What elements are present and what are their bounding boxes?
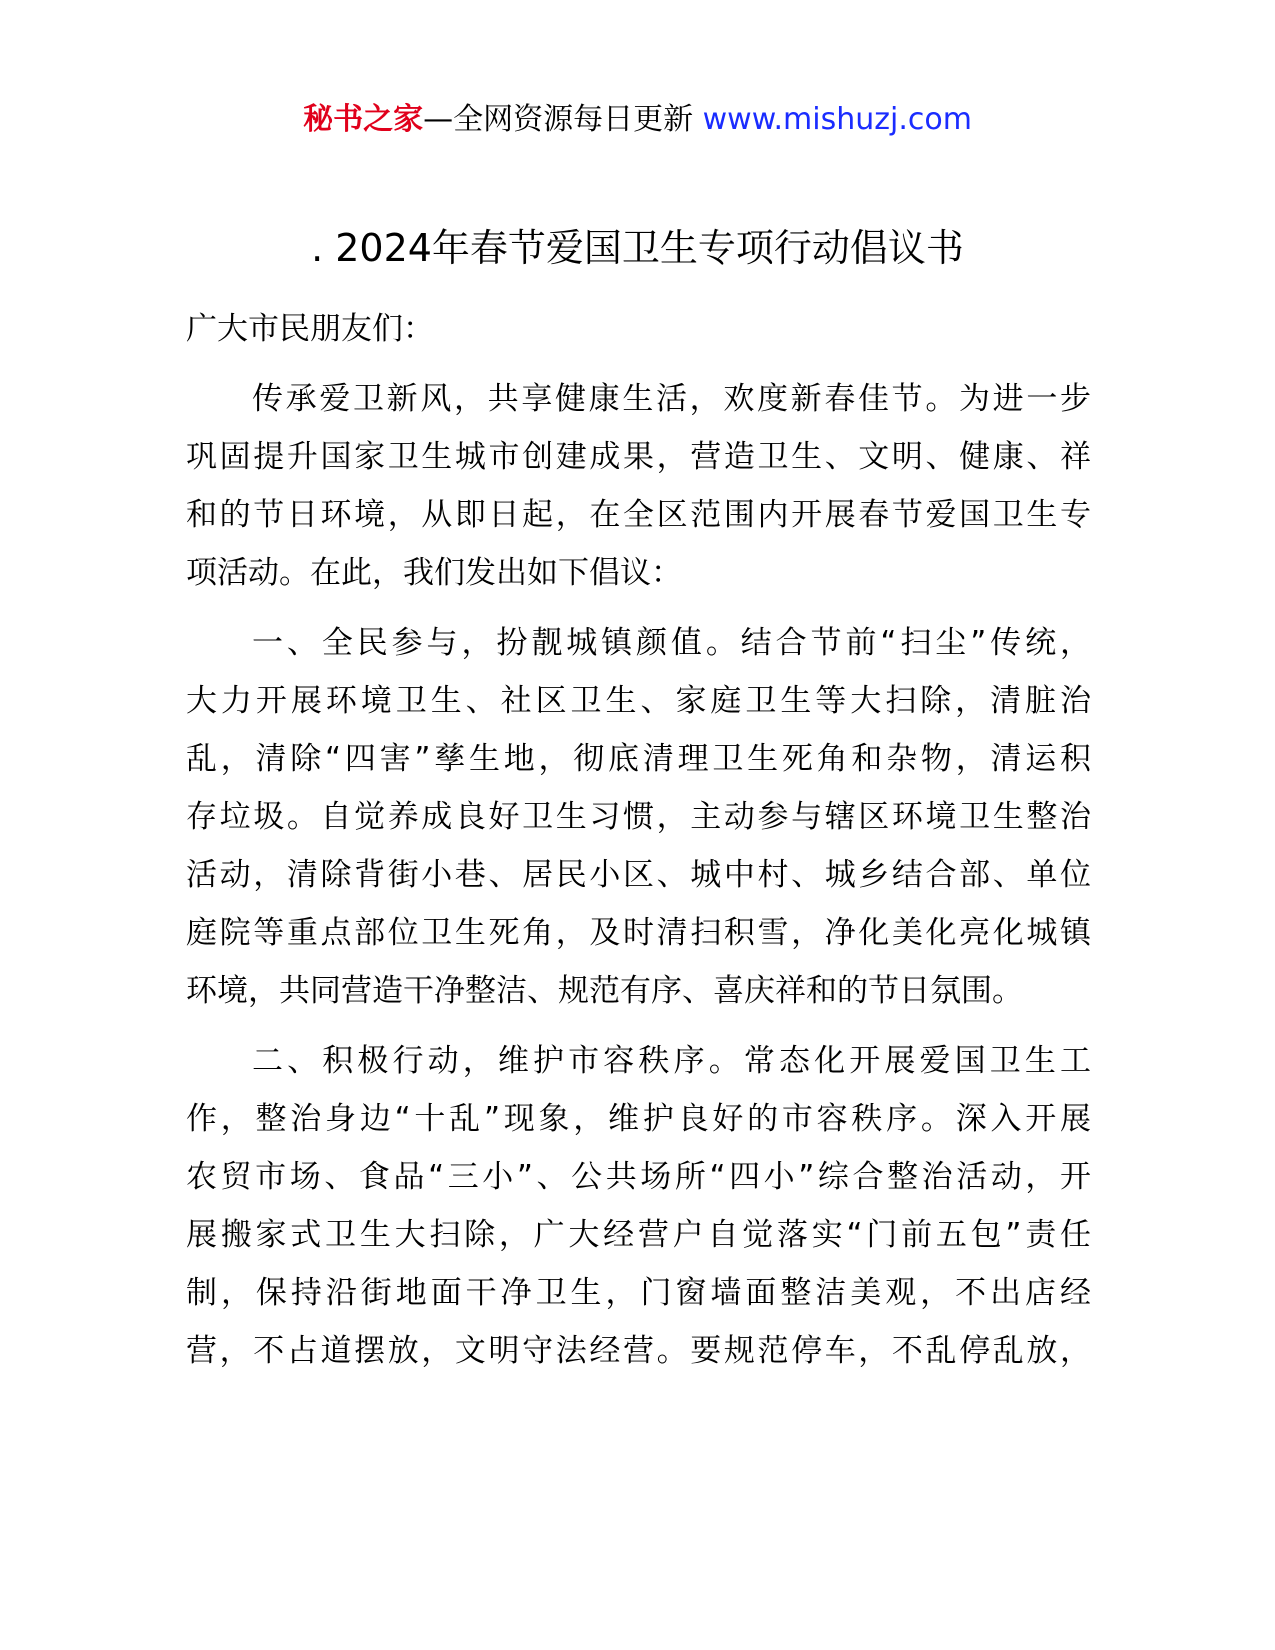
text-line: 营，不占道摆放，文明守法经营。要规范停车，不乱停乱放， <box>186 1333 1091 1369</box>
text-line: 乱，清除“四害”孳生地，彻底清理卫生死角和杂物，清运积 <box>186 741 1091 777</box>
paragraph-3 <box>186 1032 1091 1380</box>
header-slogan: —全网资源每日更新 <box>423 102 694 137</box>
text-line: 一、全民参与，扮靓城镇颜值。结合节前“扫尘”传统， <box>252 625 1091 661</box>
paragraph-2 <box>186 614 1091 1020</box>
text-line: 展搬家式卫生大扫除，广大经营户自觉落实“门前五包”责任 <box>186 1217 1091 1253</box>
text-line: 活动，清除背街小巷、居民小区、城中村、城乡结合部、单位 <box>186 857 1091 893</box>
header-brand: 秘书之家 <box>303 102 424 137</box>
text-line: 二、积极行动，维护市容秩序。常态化开展爱国卫生工 <box>252 1043 1091 1079</box>
text-line: 巩固提升国家卫生城市创建成果，营造卫生、文明、健康、祥 <box>186 439 1091 475</box>
document-title: . 2024年春节爱国卫生专项行动倡议书 <box>311 226 964 270</box>
text-line: 存垃圾。自觉养成良好卫生习惯，主动参与辖区环境卫生整治 <box>186 799 1091 835</box>
page-header <box>0 98 1275 142</box>
text-line: 项活动。在此，我们发出如下倡议： <box>186 555 682 591</box>
salutation: 广大市民朋友们： <box>186 311 434 347</box>
text-line: 大力开展环境卫生、社区卫生、家庭卫生等大扫除，清脏治 <box>186 683 1091 719</box>
text-line: 作，整治身边“十乱”现象，维护良好的市容秩序。深入开展 <box>186 1101 1091 1137</box>
document-body <box>186 300 1091 1392</box>
text-line: 传承爱卫新风，共享健康生活，欢度新春佳节。为进一步 <box>252 381 1091 417</box>
header-url-link[interactable]: www.mishuzj.com <box>702 102 972 137</box>
paragraph-1 <box>186 370 1091 602</box>
text-line: 制，保持沿街地面干净卫生，门窗墙面整洁美观，不出店经 <box>186 1275 1091 1311</box>
text-line: 和的节日环境，从即日起，在全区范围内开展春节爱国卫生专 <box>186 497 1091 533</box>
text-line: 环境，共同营造干净整洁、规范有序、喜庆祥和的节日氛围。 <box>186 973 1023 1009</box>
text-line: 庭院等重点部位卫生死角，及时清扫积雪，净化美化亮化城镇 <box>186 915 1091 951</box>
text-line: 农贸市场、食品“三小”、公共场所“四小”综合整治活动，开 <box>186 1159 1091 1195</box>
